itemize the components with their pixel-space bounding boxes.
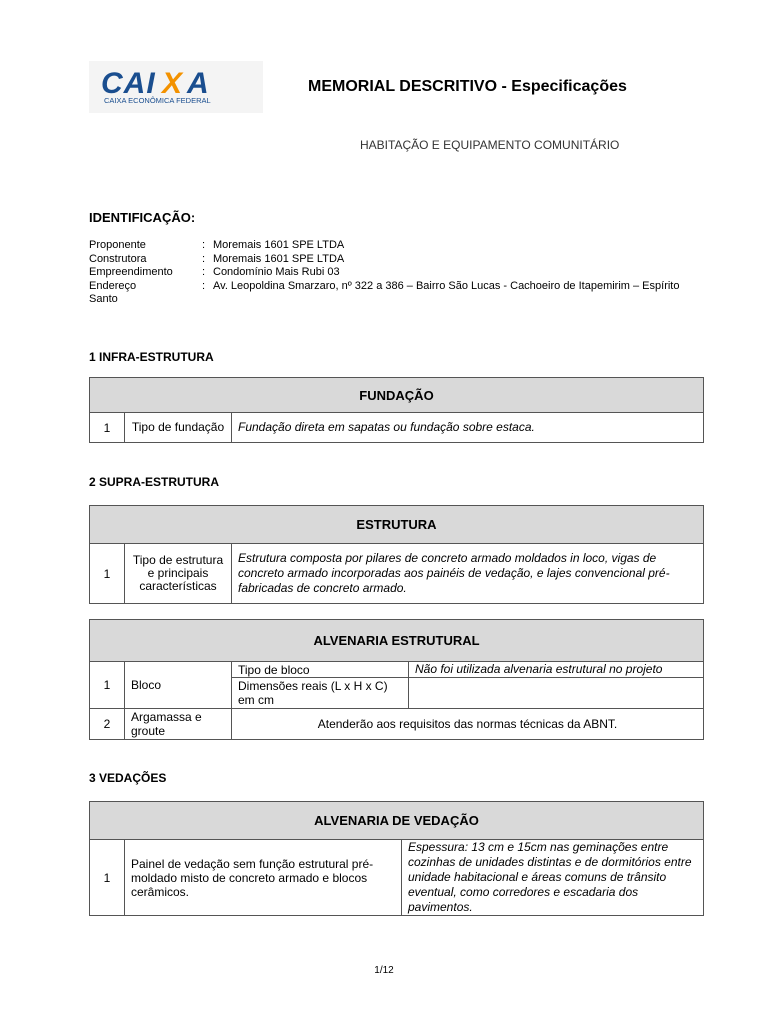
svg-text:X: X: [162, 67, 183, 100]
row-label: Tipo de estrutura e principais características: [125, 544, 232, 604]
table-header: ALVENARIA DE VEDAÇÃO: [90, 802, 704, 840]
ident-address-continuation: Santo: [89, 293, 118, 305]
identification-block: [89, 239, 709, 307]
fundacao-table: [89, 377, 704, 443]
row-value: Atenderão aos requisitos das normas técnicas da ABNT.: [232, 709, 704, 740]
row-spec: Espessura: 13 cm e 15cm nas geminações entre cozinhas de unidades distintas e de dormitórios entre unidade habitacional e áreas comuns de trânsito eventual, como corredores e escadaria dos pavimentos.: [402, 840, 704, 916]
row-label: Tipo de fundação: [125, 413, 232, 443]
row-number: 1: [90, 840, 125, 916]
ident-value: Moremais 1601 SPE LTDA: [213, 252, 345, 265]
row-description: Estrutura composta por pilares de concreto armado moldados in loco, vigas de concreto armado incorporadas aos painéis de vedação, e lajes convencional pré-fabricadas de concreto armado.: [232, 544, 704, 604]
section-title-supra: 2 SUPRA-ESTRUTURA: [89, 475, 220, 489]
table-row: [90, 662, 704, 678]
table-header: ALVENARIA ESTRUTURAL: [90, 620, 704, 662]
section-title-infra: 1 INFRA-ESTRUTURA: [89, 350, 214, 364]
row-description: Painel de vedação sem função estrutural pré-moldado misto de concreto armado e blocos cerâmicos.: [125, 840, 402, 916]
ident-value: Av. Leopoldina Smarzaro, nº 322 a 386 – Bairro São Lucas - Cachoeiro de Itapemirim – Espírito: [213, 279, 680, 292]
ident-separator: :: [202, 266, 206, 278]
document-title: MEMORIAL DESCRITIVO - Especificações: [308, 78, 627, 95]
row-label: Bloco: [125, 662, 232, 709]
ident-separator: :: [202, 239, 206, 251]
sub-value-dimensoes: [409, 678, 704, 709]
ident-value: Moremais 1601 SPE LTDA: [213, 239, 345, 251]
row-number: 1: [90, 544, 125, 604]
ident-label: Proponente: [89, 239, 146, 251]
estrutura-table: [89, 505, 704, 604]
svg-text:CAI: CAI: [101, 67, 156, 100]
table-row: [90, 840, 704, 916]
ident-label: Endereço: [89, 279, 137, 292]
alvenaria-estrutural-table: [89, 619, 704, 740]
sub-label-tipo-bloco: Tipo de bloco: [232, 662, 409, 678]
sub-value-tipo-bloco: Não foi utilizada alvenaria estrutural no projeto: [409, 662, 704, 678]
ident-row-construtora: [89, 253, 709, 267]
section-title-vedacoes: 3 VEDAÇÕES: [89, 771, 167, 785]
logo-tagline: CAIXA ECONÔMICA FEDERAL: [104, 96, 211, 105]
caixa-logo: [89, 61, 263, 113]
row-number: 1: [90, 662, 125, 709]
table-row: [90, 413, 704, 443]
page-number: 1/12: [374, 965, 394, 976]
ident-value: Condomínio Mais Rubi 03: [213, 266, 340, 278]
row-number: 2: [90, 709, 125, 740]
row-label: Argamassa e groute: [125, 709, 232, 740]
svg-text:A: A: [187, 67, 209, 100]
ident-row-proponente: [89, 239, 709, 253]
table-header: FUNDAÇÃO: [90, 378, 704, 413]
table-header: ESTRUTURA: [90, 506, 704, 544]
document-subtitle: HABITAÇÃO E EQUIPAMENTO COMUNITÁRIO: [360, 138, 620, 152]
ident-row-endereco: [89, 280, 709, 294]
ident-separator: :: [202, 279, 206, 292]
row-description: Fundação direta em sapatas ou fundação sobre estaca.: [232, 413, 704, 443]
alvenaria-vedacao-table: [89, 801, 704, 916]
table-row: [90, 709, 704, 740]
ident-row-empreendimento: [89, 266, 709, 280]
ident-separator: :: [202, 252, 206, 265]
sub-label-dimensoes: Dimensões reais (L x H x C) em cm: [232, 678, 409, 709]
identification-heading: IDENTIFICAÇÃO:: [89, 210, 196, 225]
row-number: 1: [90, 413, 125, 443]
ident-label: Empreendimento: [89, 266, 173, 278]
table-row: [90, 544, 704, 604]
ident-label: Construtora: [89, 252, 147, 265]
